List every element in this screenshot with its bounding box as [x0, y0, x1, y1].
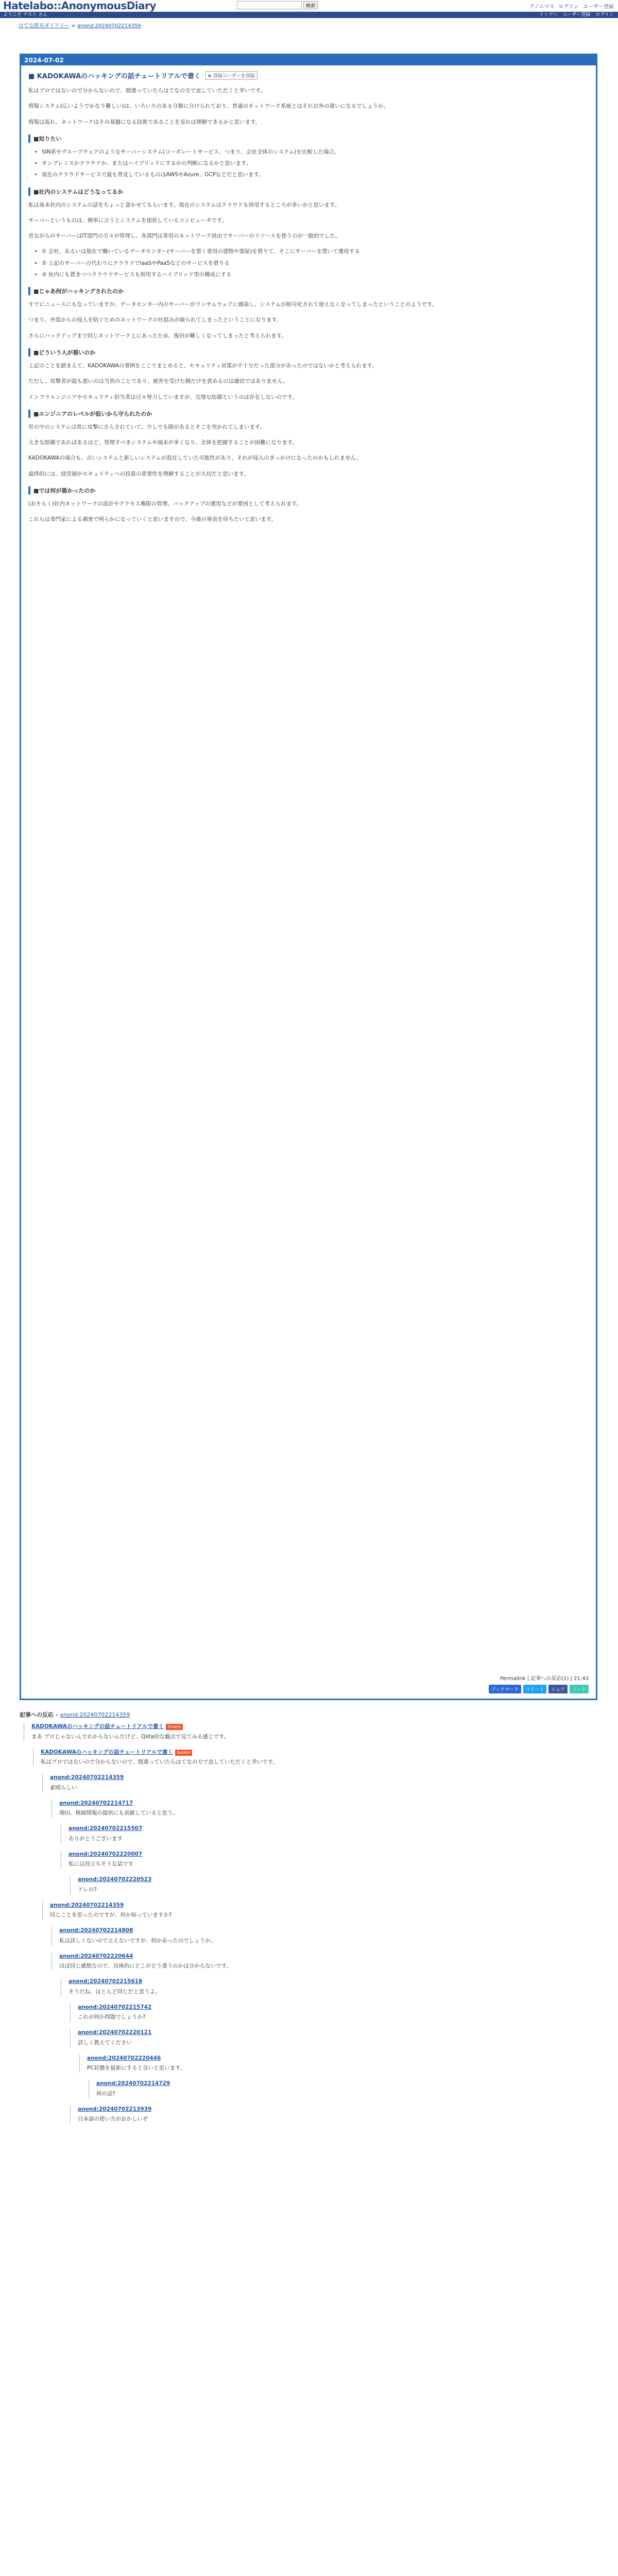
- paragraph: 私はプロではないので分からないので、間違っていたらはてなの方で直していただくと幸いです。: [28, 88, 266, 94]
- list-item: • ③ 社内にも置きつつクラウドサービスも併用するハイブリッド型の構成にする: [42, 270, 589, 279]
- section-heading: ■知りたい: [28, 134, 589, 143]
- trackback-title[interactable]: anond:20240702214717: [59, 1800, 133, 1806]
- trackback-item: [68, 1978, 597, 1996]
- trackback-text: アレの?: [78, 1886, 97, 1893]
- trackback-title[interactable]: anond:20240702214359: [50, 1902, 124, 1908]
- trackback-title[interactable]: anond:20240702213939: [78, 2106, 152, 2112]
- section-heading: ■じゃあ何がハッキングされたのか: [28, 287, 589, 295]
- top-link-anonymous[interactable]: アノニマス: [529, 4, 555, 10]
- bullet-list: [28, 247, 589, 279]
- trackback-item: [59, 1927, 597, 1945]
- trackback-text: 日本語の使い方がおかしいぞ: [78, 2116, 148, 2123]
- paragraph: KADOKAWAの場合も、古いシステムと新しいシステムが混在していた可能性があり、それが侵入のきっかけになったのかもしれません。: [28, 455, 362, 462]
- share-button[interactable]: シェア: [548, 1685, 568, 1693]
- trackback-text: 私は詳しくないので言えないですが、何かあったのでしょうか。: [59, 1937, 216, 1944]
- list-item: • ① 会社、あるいは現在で働いているデータセンター(サーバーを置く専用の建物や部屋)を借りて、そこにサーバーを置いて運用する: [42, 247, 589, 256]
- add-tag-button[interactable]: ★ 登録ユーザーを登録: [205, 71, 258, 80]
- trackback-node: [61, 1825, 597, 1843]
- paragraph: インフラエンジニアやセキュリティ担当者は日々努力していますが、完璧な防御というのは存在しないのです。: [28, 394, 298, 400]
- trackback-heading-link[interactable]: anond:20240702214359: [60, 1711, 130, 1718]
- top-links: [529, 2, 614, 10]
- section-heading: ■社内のシステムはどうなってるか: [28, 188, 589, 196]
- permalink[interactable]: Permalink | 記事への反応(1) | 21:43: [500, 1676, 589, 1682]
- trackback-text: ありがとうございます: [68, 1835, 123, 1842]
- bookmark-button[interactable]: ブックマーク: [489, 1685, 521, 1693]
- user-bar-links: [539, 12, 614, 18]
- trackback-node: [42, 1774, 597, 1792]
- paragraph: 世の中のシステムは常に攻撃にさらされていて、少しでも隙があるとそこを突かれてしまいます。: [28, 423, 265, 430]
- trackback-node: [52, 1800, 597, 1818]
- welcome-text: ようこそ ゲスト さん: [3, 12, 48, 18]
- trackback-item: [31, 1723, 597, 1741]
- trackback-title[interactable]: anond:20240702220446: [87, 2055, 161, 2061]
- section-heading: ■エンジニアのレベルが低いから守られたのか: [28, 410, 589, 418]
- trackback-text: 素晴らしい: [50, 1784, 77, 1791]
- trackback-text: 私には役立ちそうな話です: [68, 1861, 133, 1868]
- trackback-title[interactable]: anond:20240702220121: [78, 2029, 152, 2036]
- trackback-title[interactable]: anond:20240702214808: [59, 1927, 133, 1934]
- trackback-text: PC状態を最新にすると良いと思います。: [87, 2065, 186, 2072]
- user-bar-register[interactable]: ユーザー登録: [562, 12, 591, 18]
- trackback-tree: [20, 1710, 597, 2131]
- trackback-node: [52, 1953, 597, 1971]
- trackback-text: 詳しく教えてください: [78, 2039, 132, 2046]
- paragraph: 最終的には、経営層がセキュリティへの投資の重要性を理解することが大切だと思います。: [28, 470, 249, 477]
- trackback-text: 同じことを思ったのですが、何か知っていますか?: [50, 1912, 172, 1919]
- section-heading: ■どういう人が悪いのか: [28, 348, 589, 357]
- list-item: • 現在のクラウドサービスで最も普及しているものはAWSやAzure、GCPなどだと思います。: [42, 171, 589, 179]
- trackback-item: [96, 2080, 597, 2098]
- trackback-node: [89, 2080, 597, 2098]
- trackback-item: [59, 1800, 597, 1818]
- trackback-node: [79, 2055, 597, 2073]
- trackback-node: [70, 1876, 597, 1894]
- paragraph: これらは専門家による調査で明らかになっていくと思いますので、今後の発表を待ちたいと思います。: [28, 516, 277, 523]
- trackback-text: 私はプロではないので分からないので、間違っていたらはてなの方で直していただくと幸いです。: [41, 1759, 278, 1766]
- trackback-title[interactable]: anond:20240702215618: [68, 1978, 143, 1985]
- trackback-item: [50, 1774, 597, 1792]
- article-title[interactable]: ■ KADOKAWAのハッキングの話チュートリアルで書く: [28, 73, 201, 80]
- trackback-text: まあ プロじゃないんでわからないんだけど、Qiita的な観点で見てみる感じです。: [31, 1733, 230, 1740]
- trackback-item: [68, 1825, 597, 1843]
- section-heading: ■では何が悪かったのか: [28, 486, 589, 495]
- search-input[interactable]: [237, 1, 302, 9]
- paragraph: さらにバックアップまで同じネットワーク上にあったため、復旧が難しくなってしまったと考えられます。: [28, 332, 287, 339]
- trackback-title[interactable]: anond:20240702220007: [68, 1851, 143, 1857]
- trackback-node: [61, 1978, 597, 1996]
- paragraph: サーバーというものは、簡単に言うとシステムを提供しているコンピュータです。: [28, 217, 228, 224]
- user-bar: [0, 12, 618, 18]
- trackback-item: [68, 1851, 597, 1869]
- trackback-text: そうだね、ほとんど同じだと思うよ。: [68, 1988, 161, 1995]
- trackback-title[interactable]: anond:20240702220523: [78, 1876, 152, 1883]
- trackback-text: ほぼ同じ感想なので、具体的にどこがどう違うのかは分からないです。: [59, 1963, 232, 1970]
- user-bar-login[interactable]: ログイン: [595, 12, 614, 18]
- trackback-item: [41, 1749, 597, 1767]
- list-item: • オンプレミスかクラウドか、またはハイブリッドにするかの判断になるかと思います。: [42, 159, 589, 167]
- breadcrumb-current[interactable]: anond:20240702214359: [77, 23, 141, 29]
- breadcrumb-home[interactable]: はてな匿名ダイアリー: [19, 23, 70, 29]
- article-date: 2024-07-02: [21, 55, 596, 65]
- paragraph: (おそらく)社内ネットワークの設計やアクセス権限の管理、バックアップの運用などが要因として考えられます。: [28, 500, 302, 507]
- list-item: • SIN系やグループウェアのようなサーバーシステム(コーポレートサービス、つまり、会社全体のシステム)を比較した場合、: [42, 148, 589, 156]
- paragraph: 昔ながらのサーバーはIT部門の方々が管理し、各部門は専用のネットワーク経由でサーバーのリソースを使うのが一般的でした。: [28, 233, 341, 240]
- trackback-text: 何の話?: [96, 2090, 116, 2097]
- top-link-register[interactable]: ユーザー登録: [583, 4, 614, 10]
- trackback-item: [78, 2029, 597, 2047]
- site-logo[interactable]: Hatelabo::AnonymousDiary: [3, 0, 157, 12]
- trackback-node: [70, 2106, 597, 2124]
- paragraph: 私は基本社内のシステムの話をちょっと書かせてもらいます。現在のシステムはクラウドも併用するところが多いかと思います。: [28, 201, 340, 208]
- note-button[interactable]: ノート: [570, 1685, 589, 1693]
- trackback-node: [24, 1723, 597, 1741]
- trackback-node: [52, 1927, 597, 1945]
- trackback-item: [78, 2106, 597, 2124]
- breadcrumb: はてな匿名ダイアリー > anond:20240702214359: [19, 23, 141, 29]
- trackback-node: [33, 1749, 597, 1767]
- search-box: [237, 1, 318, 9]
- top-link-login[interactable]: ログイン: [558, 4, 579, 10]
- trackback-item: [50, 1902, 597, 1920]
- trackback-title[interactable]: anond:20240702215742: [78, 2004, 152, 2010]
- trackback-node: [70, 2004, 597, 2022]
- bullet-list: [28, 148, 589, 179]
- trackback-text: 増田、株価情報の提供にも貢献していると思う。: [59, 1810, 178, 1817]
- trackback-list: [20, 1723, 597, 2124]
- paragraph: 上記のことを踏まえて、KADOKAWAの事例をここでまとめると、セキュリティ対策が不十分だった部分があったのではないかと考えられます。: [28, 362, 377, 369]
- share-buttons: [28, 1685, 589, 1693]
- trackback-title[interactable]: KADOKAWAのハッキングの話チュートリアルで書く: [31, 1723, 164, 1730]
- paragraph: つまり、外部からの侵入を防ぐためのネットワークの仕組みが破られてしまったということになります。: [28, 317, 282, 324]
- paragraph: すでにニュースにもなっていますが、データセンター内のサーバーがランサムウェアに感染し、システムが暗号化されて使えなくなってしまったということのようです。: [28, 301, 438, 308]
- trackback-title[interactable]: anond:20240702215507: [68, 1825, 143, 1832]
- paragraph: ただし、攻撃者が最も悪いのは当然のことであり、被害を受けた側だけを責めるのは適切ではありません。: [28, 378, 288, 385]
- trackback-item: [59, 1953, 597, 1971]
- trackback-node: [61, 1851, 597, 1869]
- list-item: • ② 上記のサーバーの代わりにクラウドでIaaSやPaaSなどのサービスを借りる: [42, 259, 589, 267]
- paragraph: 情報システム(広いようでかなり難しい)は、いろいろのある分類に分けられており、普通のネットワーク系統とはそれ以外の違いになるでしょうか。: [28, 103, 389, 110]
- tweet-button[interactable]: ツイート: [523, 1685, 547, 1693]
- bookmark-count-badge[interactable]: 3users: [175, 1750, 192, 1756]
- trackback-title[interactable]: anond:20240702214359: [50, 1774, 124, 1781]
- article: [20, 54, 597, 1700]
- trackback-node: [42, 1902, 597, 1920]
- search-button[interactable]: 検索: [303, 1, 318, 9]
- trackback-item: [87, 2055, 597, 2073]
- trackback-title[interactable]: anond:20240702214729: [96, 2080, 170, 2087]
- trackback-title[interactable]: anond:20240702220644: [59, 1953, 133, 1959]
- trackback-text: これが何か問題でしょうか?: [78, 2014, 146, 2021]
- trackback-title[interactable]: KADOKAWAのハッキングの話チュートリアルで書く: [41, 1749, 173, 1755]
- trackback-node: [70, 2029, 597, 2047]
- trackback-heading: 記事への反応 - anond:20240702214359: [20, 1711, 130, 1718]
- site-header: [0, 0, 618, 12]
- bookmark-count-badge[interactable]: 3users: [166, 1724, 183, 1730]
- trackback-item: [78, 2004, 597, 2022]
- user-bar-top[interactable]: トップへ: [539, 12, 558, 18]
- paragraph: 大きな組織であればあるほど、管理すべきシステムや端末が多くなり、全体を把握することが困難になります。: [28, 439, 298, 446]
- paragraph: 情報は流れ、ネットワークはその基盤になる技術であることを見れば理解できるかと思います。: [28, 118, 261, 125]
- trackback-item: [78, 1876, 597, 1894]
